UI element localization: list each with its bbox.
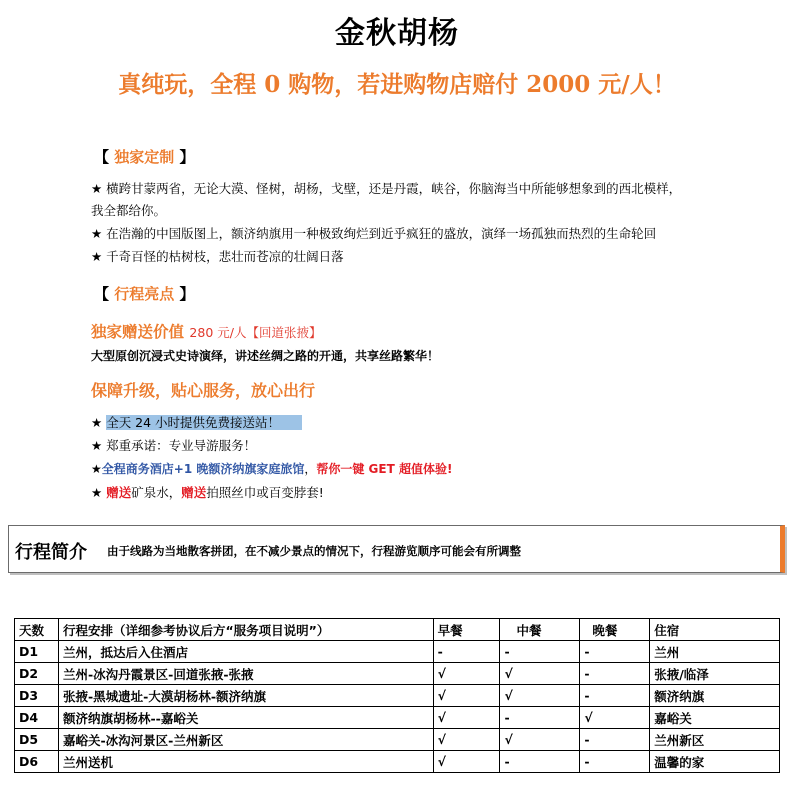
cell-lodging: 兰州新区 [650, 729, 780, 751]
table-row [15, 729, 780, 751]
cell-itinerary: 兰州-冰沟丹霞景区-回道张掖-张掖 [58, 663, 433, 685]
cell-lodging: 温馨的家 [650, 751, 780, 773]
header-lodging: 住宿 [650, 619, 780, 641]
header-day: 天数 [15, 619, 59, 641]
cell-lunch: - [500, 751, 580, 773]
cell-lunch: √ [500, 729, 580, 751]
custom-item-3: ★ 千奇百怪的枯树枝，悲壮而苍凉的壮阔日落 [91, 249, 344, 264]
cell-itinerary: 兰州送机 [58, 751, 433, 773]
cell-breakfast: √ [433, 707, 500, 729]
cell-lodging: 张掖/临泽 [650, 663, 780, 685]
cell-lodging: 嘉峪关 [650, 707, 780, 729]
cell-breakfast: √ [433, 729, 500, 751]
get-experience-text: 帮你一键 GET 超值体验! [316, 462, 453, 476]
header-breakfast: 早餐 [433, 619, 500, 641]
table-row [15, 707, 780, 729]
bracket-close: 】 [179, 148, 195, 166]
gift-label: 赠送 [181, 485, 207, 500]
bracket-close: 】 [179, 285, 195, 303]
custom-item-2: ★ 在浩瀚的中国版图上，额济纳旗用一种极致绚烂到近乎疯狂的盛放，演绎一场孤独而热烈的生命轮回 [91, 226, 657, 241]
header-dinner: 晚餐 [580, 619, 650, 641]
star-icon: ★ [91, 485, 103, 500]
itinerary-intro-box [8, 525, 785, 573]
cell-itinerary: 张掖-黑城遗址-大漠胡杨林-额济纳旗 [58, 685, 433, 707]
table-row [15, 685, 780, 707]
intro-note: 由于线路为当地散客拼团，在不减少景点的情况下，行程游览顺序可能会有所调整 [107, 544, 521, 558]
schedule-table [14, 618, 780, 773]
scarf-text: 拍照丝巾或百变脖套! [206, 485, 324, 500]
section-heading-custom [94, 146, 195, 167]
cell-itinerary: 嘉峪关-冰沟河景区-兰州新区 [58, 729, 433, 751]
cell-itinerary: 额济纳旗胡杨林--嘉峪关 [58, 707, 433, 729]
cell-breakfast: - [433, 641, 500, 663]
cell-dinner: - [580, 751, 650, 773]
cell-breakfast: √ [433, 751, 500, 773]
cell-breakfast: √ [433, 663, 500, 685]
bracket-open: 【 [94, 285, 110, 303]
gift-description: 大型原创沉浸式史诗演绎，讲述丝绸之路的开通，共享丝路繁华！ [91, 349, 440, 363]
cell-lunch: - [500, 641, 580, 663]
cell-breakfast: √ [433, 685, 500, 707]
table-row [15, 663, 780, 685]
gift-value: 280 元/人【回道张掖】 [189, 325, 322, 340]
highlighted-text: 全天 24 小时提供免费接送站！ [106, 415, 302, 430]
cell-dinner: - [580, 641, 650, 663]
cell-lodging: 兰州 [650, 641, 780, 663]
header-itinerary: 行程安排（详细参考协议后方“服务项目说明”） [58, 619, 433, 641]
header-lunch: 中餐 [500, 619, 580, 641]
cell-dinner: - [580, 729, 650, 751]
cell-dinner: - [580, 663, 650, 685]
gift-title [91, 320, 321, 342]
cell-day: D3 [15, 685, 59, 707]
cell-day: D5 [15, 729, 59, 751]
comma: ， [304, 462, 317, 476]
cell-dinner: - [580, 685, 650, 707]
section-heading-text: 独家定制 [114, 148, 175, 166]
gift-title-text: 独家赠送价值 [91, 323, 185, 341]
cell-day: D2 [15, 663, 59, 685]
service-item-2: ★ 郑重承诺：专业导游服务！ [91, 438, 257, 453]
cell-day: D4 [15, 707, 59, 729]
water-text: 矿泉水， [131, 485, 182, 500]
page-title: 金秋胡杨 [335, 16, 459, 51]
service-item-4 [91, 484, 324, 502]
gift-label: 赠送 [106, 485, 132, 500]
cell-itinerary: 兰州，抵达后入住酒店 [58, 641, 433, 663]
cell-lunch: - [500, 707, 580, 729]
section-heading-highlights [94, 283, 195, 304]
service-item-1 [91, 414, 302, 432]
slogan: 真纯玩，全程 0 购物，若进购物店赔付 2000 元/人！ [118, 71, 676, 98]
service-item-3 [91, 460, 452, 478]
cell-lunch: √ [500, 685, 580, 707]
custom-item-1-cont: 我全都给你。 [91, 203, 167, 218]
star-icon: ★ [91, 462, 102, 476]
custom-item-1: ★ 横跨甘蒙两省，无论大漠、怪树，胡杨，戈壁，还是丹霞，峡谷，你脑海当中所能够想象到的西北模样， [91, 181, 682, 196]
service-title: 保障升级，贴心服务，放心出行 [91, 381, 316, 400]
cell-day: D6 [15, 751, 59, 773]
cell-lodging: 额济纳旗 [650, 685, 780, 707]
cell-day: D1 [15, 641, 59, 663]
star-icon: ★ [91, 415, 103, 430]
table-row [15, 751, 780, 773]
table-row [15, 641, 780, 663]
cell-dinner: √ [580, 707, 650, 729]
bracket-open: 【 [94, 148, 110, 166]
section-heading-text: 行程亮点 [114, 285, 175, 303]
cell-lunch: √ [500, 663, 580, 685]
hotel-text: 全程商务酒店+1 晚额济纳旗家庭旅馆 [101, 462, 305, 476]
table-header-row [15, 619, 780, 641]
intro-title: 行程简介 [15, 542, 87, 563]
